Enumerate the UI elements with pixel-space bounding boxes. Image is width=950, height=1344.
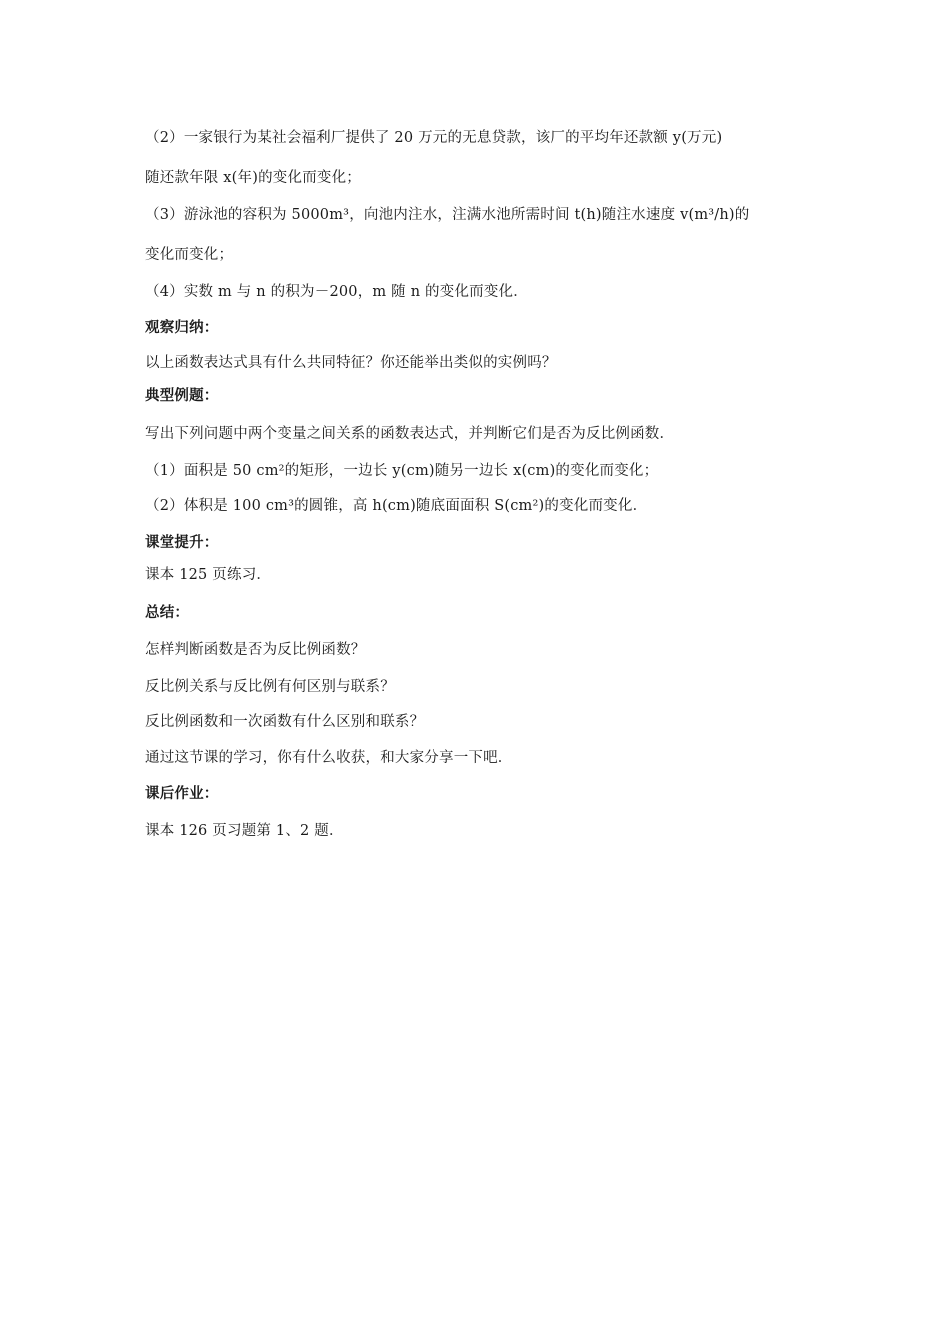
summary-heading: 总结： (145, 605, 190, 621)
summary-question-2: 反比例关系与反比例有何区别与联系？ (145, 679, 395, 695)
examples-intro: 写出下列问题中两个变量之间关系的函数表达式，并判断它们是否为反比例函数． (145, 426, 675, 442)
observe-heading: 观察归纳： (145, 320, 219, 336)
classroom-heading: 课堂提升： (145, 535, 219, 551)
problem-3-line-1: （3）游泳池的容积为 5000m³，向池内注水，注满水池所需时间 t(h)随注水速度 v(m³/h)的 (145, 207, 750, 223)
homework-heading: 课后作业： (145, 786, 219, 802)
summary-question-4: 通过这节课的学习，你有什么收获，和大家分享一下吧． (145, 750, 513, 766)
classroom-text: 课本 125 页练习． (145, 567, 272, 583)
summary-question-1: 怎样判断函数是否为反比例函数？ (145, 642, 366, 658)
example-1: （1）面积是 50 cm²的矩形，一边长 y(cm)随另一边长 x(cm)的变化而变化； (145, 463, 659, 479)
homework-text: 课本 126 页习题第 1、2 题． (145, 823, 344, 839)
observe-text: 以上函数表达式具有什么共同特征？你还能举出类似的实例吗？ (145, 355, 557, 371)
summary-question-3: 反比例函数和一次函数有什么区别和联系？ (145, 714, 425, 730)
problem-3-line-2: 变化而变化； (145, 247, 234, 263)
problem-2-line-1: （2）一家银行为某社会福利厂提供了 20 万元的无息贷款，该厂的平均年还款额 y(万元) (145, 130, 723, 146)
example-2: （2）体积是 100 cm³的圆锥，高 h(cm)随底面面积 S(cm²)的变化而变化． (145, 498, 648, 514)
examples-heading: 典型例题： (145, 388, 219, 404)
problem-2-line-2: 随还款年限 x(年)的变化而变化； (145, 170, 361, 186)
problem-4: （4）实数 m 与 n 的积为－200，m 随 n 的变化而变化． (145, 284, 528, 300)
